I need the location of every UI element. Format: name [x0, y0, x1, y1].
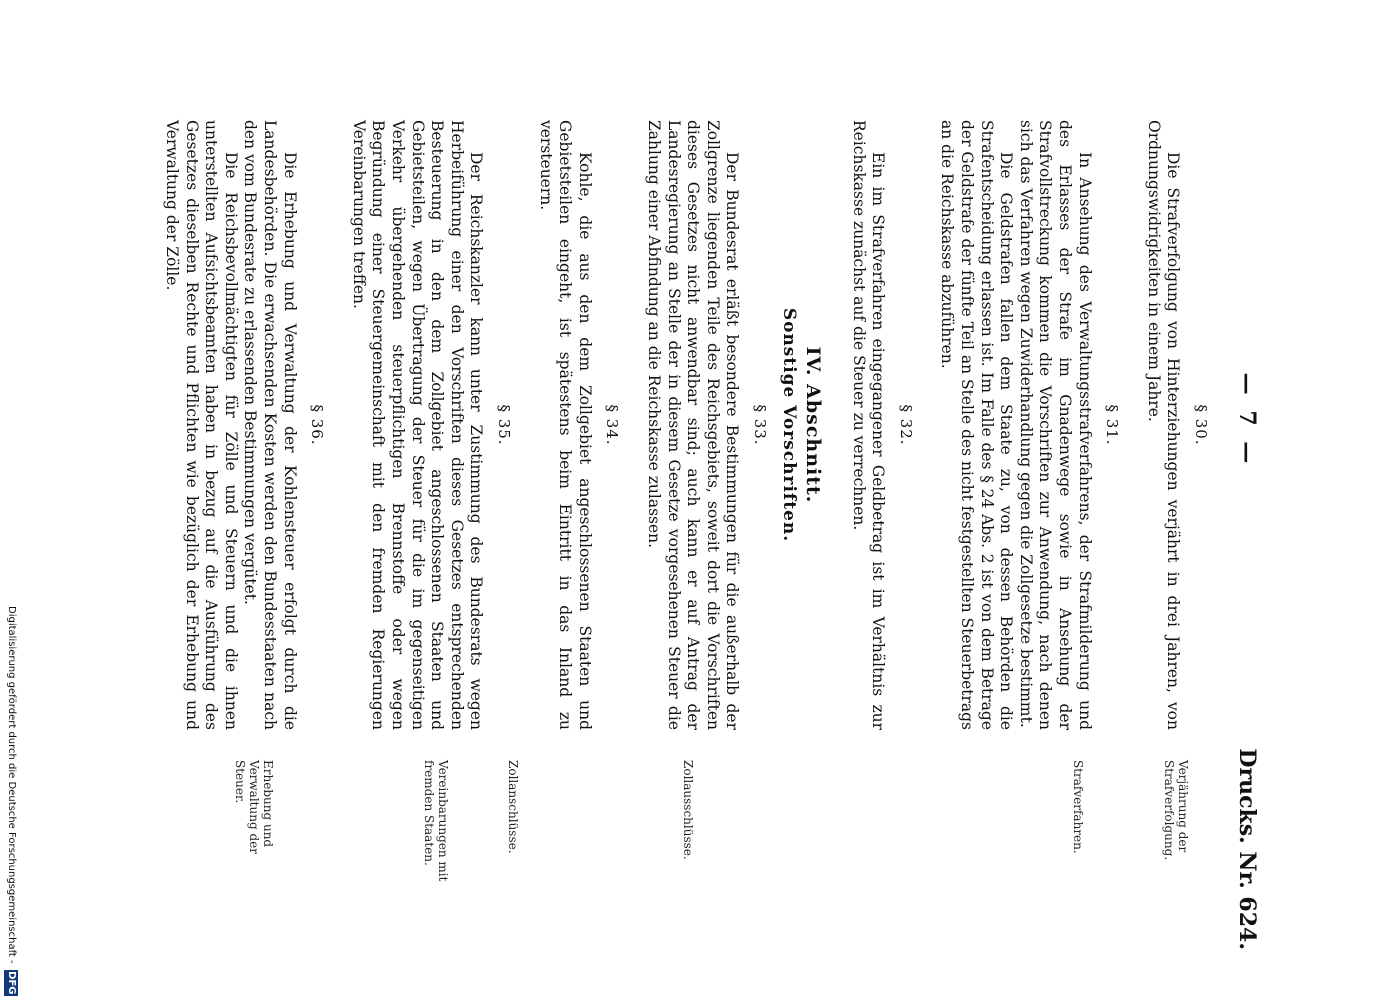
section-iv-subtitle: Sonstige Vorschriften.	[779, 307, 800, 543]
footer	[0, 606, 22, 996]
section-31-paragraph-2: Die Geldstrafen fallen dem Staate zu, von dessen Behörden die Strafentscheidung erlassen ist. Im Falle des § 24 Abs. 2 ist von dem Betrage der Geldstrafe der fünfte Teil an Stelle des nicht festgestellten Steuerbetrags an die Reichskasse abzuführen.	[938, 120, 1016, 731]
section-33-heading: § 33.	[750, 404, 769, 446]
page-number: — 7 —	[1234, 372, 1260, 468]
section-32-text: Ein im Strafverfahren eingegangener Geldbetrag ist im Verhältnis zur Reichskasse zunächst auf die Steuer zu verrechnen.	[849, 120, 888, 730]
section-36-paragraph-1: Die Erhebung und Verwaltung der Kohlensteuer erfolgt durch die Landesbehörden. Die erwachsenden Kosten werden den Bundesstaaten nach den vom Bundesrate zu erlassenden Bestimmungen vergütet.	[241, 120, 299, 730]
section-35-heading: § 35.	[494, 404, 513, 446]
section-36-heading: § 36.	[308, 404, 327, 446]
section-35-text: Der Reichskanzler kann unter Zustimmung des Bundesrats wegen Herbeiführung einer den Vorschriften dieses Gesetzes entsprechenden Besteuerung in den dem Zollgebiet angeschlossenen Staaten und Gebietsteilen, wegen Übertragung der Steuer für die im gegenseitigen Verkehr übergehenden steuerpflichtigen Brennstoffe oder wegen Begründung einer Steuergemeinschaft mit den fremden Regierungen Vereinbarungen treffen.	[349, 120, 486, 730]
section-iv-title: IV. Abschnitt.	[802, 346, 825, 504]
footer-text: Digitalisierung gefördert durch die Deutsche Forschungsgemeinschaft -	[6, 606, 17, 964]
dfg-logo: DFG	[6, 971, 17, 995]
margin-note-s30: Verjährung der Strafverfolgung.	[1162, 760, 1190, 861]
margin-note-s31: Strafverfahren.	[1071, 760, 1085, 854]
margin-note-s33: Zollausschlüsse.	[681, 760, 695, 860]
section-36-paragraph-2: Die Reichsbevollmächtigten für Zölle und Steuern und die ihnen unterstellten Aufsichtsbeamten haben in bezug auf die Ausführung des Gesetzes dieselben Rechte und Pflichten wie bezüglich der Erhebung und Verwaltung der Zölle.	[163, 120, 240, 730]
section-34-heading: § 34.	[603, 404, 622, 446]
margin-note-s34: Zollanschlüsse.	[506, 760, 520, 854]
section-34-text: Kohle, die aus den dem Zollgebiet angeschlossenen Staaten und Gebietsteilen eingeht, ist spätestens beim Eintritt in das Inland zu versteuern.	[536, 120, 594, 730]
section-31-heading: § 31.	[1103, 404, 1122, 446]
margin-note-s35: Vereinbarungen mit fremden Staaten.	[422, 760, 450, 882]
section-30-heading: § 30.	[1192, 404, 1210, 446]
section-30-text: Die Strafverfolgung von Hinterziehungen verjährt in drei Jahren, von Ordnungswidrigkeiten in einem Jahre.	[1144, 120, 1183, 730]
margin-note-s36: Erhebung und Verwaltung der Steuer.	[233, 760, 275, 854]
drucksache-number: Drucks. Nr. 624.	[1234, 748, 1260, 950]
page-header	[1230, 120, 1260, 950]
main-text-column	[161, 120, 1220, 730]
section-32-heading: § 32.	[896, 404, 915, 446]
section-31-paragraph-1: In Ansehung des Verwaltungsstrafverfahrens, der Strafmilderung und des Erlasses der Strafe im Gnadenwege sowie in Ansehung der Strafvollstreckung kommen die Vorschriften zur Anwendung, nach denen sich das Verfahren wegen Zuwiderhandlung gegen die Zollgesetze bestimmt.	[1016, 120, 1094, 730]
footer-strip	[0, 0, 22, 1000]
section-33-text: Der Bundesrat erläßt besondere Bestimmungen für die außerhalb der Zollgrenze liegenden Teile des Reichsgebiets, soweit dort die Vorschriften dieses Gesetzes nicht anwendbar sind; auch kann er auf Antrag der Landesregierung an Stelle der in diesem Gesetze vorgesehenen Steuer die Zahlung einer Abfindung an die Reichskasse zulassen.	[644, 120, 742, 730]
